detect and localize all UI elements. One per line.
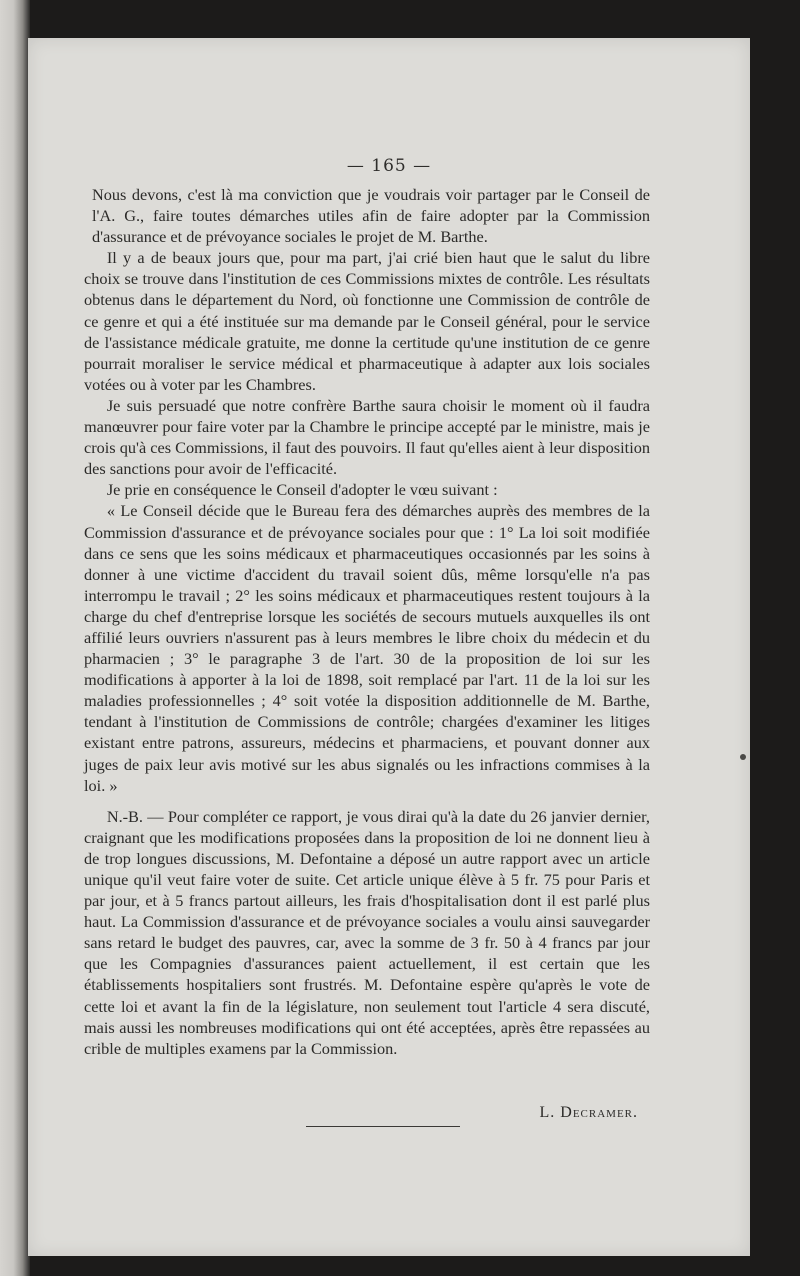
author-signature (539, 1104, 638, 1122)
page-number: — 165 — (346, 156, 432, 176)
previous-page-edge (0, 0, 30, 1276)
margin-speck (740, 754, 746, 760)
paragraph-voeu-intro: Je prie en conséquence le Conseil d'adopter le vœu suivant : (106, 480, 498, 500)
signature-initial: L. (539, 1104, 561, 1121)
paragraph-nota-bene: N.-B. — Pour compléter ce rapport, je vous dirai qu'à la date du 26 janvier dernier, craignant que les modifications proposées dans la proposition de loi ne donnent lieu à de trop longues discussions, M. Defontaine a déposé un autre rapport avec un article unique qu'il veut faire voter de suite. Cet article unique élève à 5 fr. 75 pour Paris et par jour, et à 5 francs partout ailleurs, les frais d'hospitalisation dont il est parlé plus haut. La Commission d'assurance et de prévoyance sociales a voulu ainsi sauvegarder sans retard le budget des pauvres, car, avec la somme de 3 fr. 50 à 4 francs par jour que les Compagnies d'assurances paient actuellement, il est certain que les établissements hospitaliers sont frustrés. M. Defontaine espère qu'après le vote de cette loi et avant la fin de la législature, non seulement tout l'article 4 sera discuté, mais aussi les nombreuses modifications qui ont été acceptées, après être repassées au crible de multiples examens par la Commission. (84, 806, 650, 1058)
paragraph-barthe: Je suis persuadé que notre confrère Barthe saura choisir le moment où il faudra manœuvrer pour faire voter par la Chambre le principe accepté par le ministre, mais je crois qu'à ces Commissions, il faut des pouvoirs. Il faut qu'elles aient à leur disposition des sanctions pour avoir de l'efficacité. (84, 395, 650, 479)
paragraph-libre-choix: Il y a de beaux jours que, pour ma part, j'ai crié bien haut que le salut du libre choix se trouve dans l'institution de ces Commissions mixtes de contrôle. Les résultats obtenus dans le département du Nord, où fonctionne une Commission de contrôle de ce genre et qui a été instituée sur ma demande par le Conseil général, pour le service de l'assistance médicale gratuite, me donne la certitude qu'une institution de ce genre pourrait moraliser le service médical et pharmaceutique à adapter aux lois sociales votées ou à voter par les Chambres. (84, 248, 650, 394)
paragraph-voeu: « Le Conseil décide que le Bureau fera des démarches auprès des membres de la Commission d'assurance et de prévoyance sociales pour que : 1° La loi soit modifiée dans ce sens que les soins médicaux et pharmaceutiques occasionnés par les soins à donner à une victime d'accident du travail soient dûs, même lorsqu'elle n'a pas interrompu le travail ; 2° les soins médicaux et pharmaceutiques restent toujours à la charge du chef d'entreprise lorsque les sociétés de secours mutuels auxquelles ils ont affilié leurs ouvriers n'assurent pas à leurs membres le libre choix du médecin et du pharmacien ; 3° le paragraphe 3 de l'art. 30 de la proposition de loi sur les modifications à apporter à la loi de 1898, soit remplacé par l'art. 11 de la loi sur les maladies professionnelles ; 4° soit votée la disposition additionnelle de M. Barthe, tendant à l'institution de Commissions de contrôle; chargées d'examiner les litiges existant entre patrons, assureurs, médecins et pharmaciens, et pouvant donner aux juges de paix leur avis motivé sur les abus signalés ou les infractions commises à la loi. » (84, 501, 650, 795)
article-body (84, 184, 650, 1059)
signature-surname: Decramer. (560, 1104, 638, 1121)
book-page (28, 38, 750, 1256)
closing-rule (306, 1126, 460, 1127)
paragraph-conviction: Nous devons, c'est là ma conviction que je voudrais voir partager par le Conseil de l'A. G., faire toutes démarches utiles afin de faire adopter par la Commission d'assurance et de prévoyance sociales le projet de M. Barthe. (92, 185, 650, 247)
